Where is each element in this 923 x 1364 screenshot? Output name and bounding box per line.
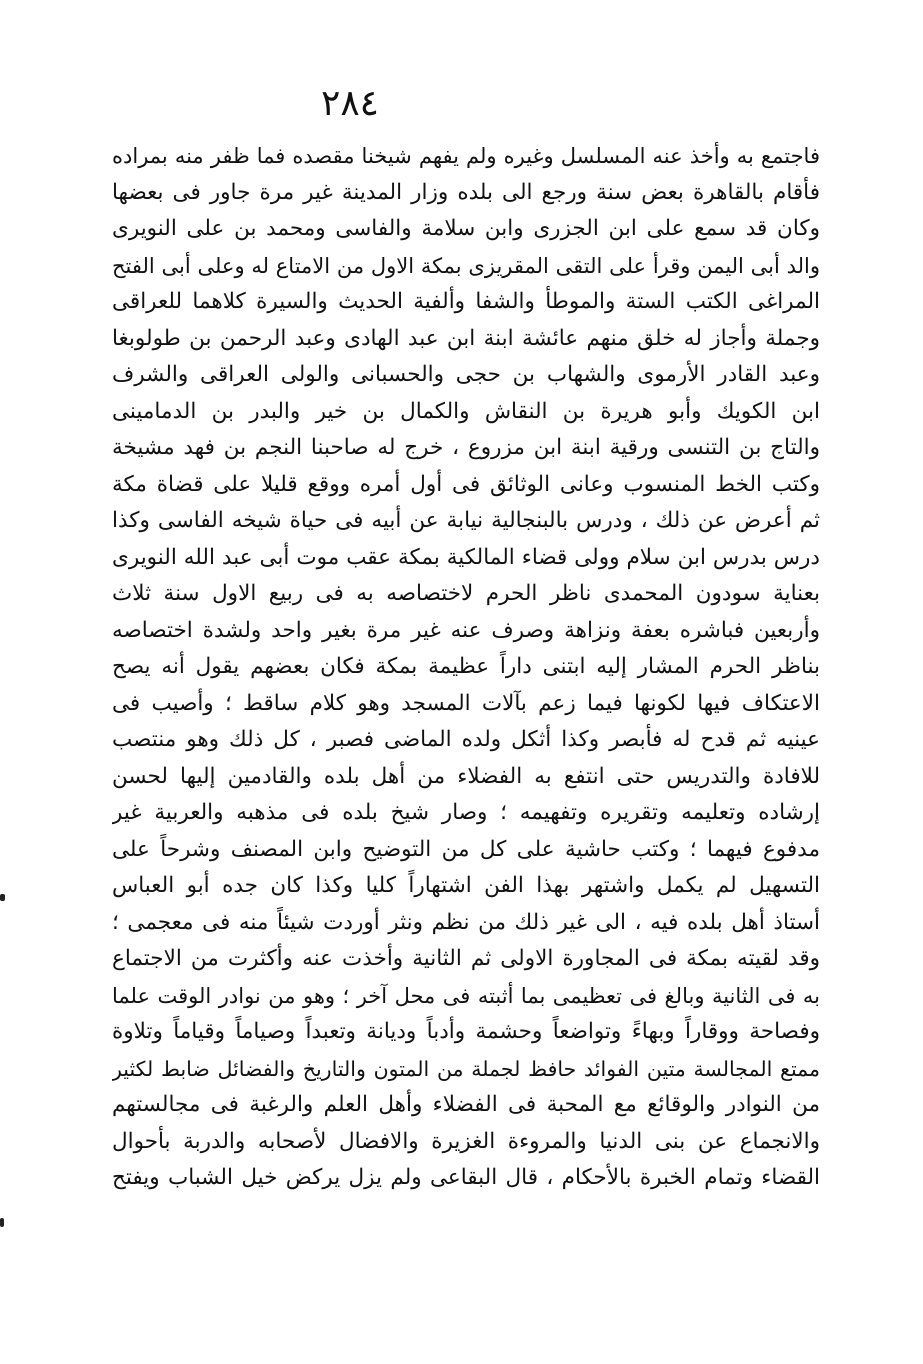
text-line: وقد لقيته بمكة فى المجاورة الاولى ثم الثانية وأخذت عنه وأكثرت من الاجتماع [112,946,820,971]
text-line: به فى الثانية وبالغ فى تعظيمى بما أثبته فى محل آخر ؛ وهو من نوادر الوقت علما [112,983,820,1008]
text-line: ابن الكويك وأبو هريرة بن النقاش والكمال بن خير والبدر بن الدمامينى [112,398,820,424]
text-line: مدفوع فيهما ؛ وكتب حاشية على كل من التوضيح وابن المصنف وشرحاً على [112,836,820,862]
text-line: إرشاده وتعليمه وتقريره وتفهيمه ؛ وصار شيخ بلده فى مذهبه والعربية غير [112,800,820,825]
text-line: وكتب الخط المنسوب وعانى الوثائق فى أول أمره ووقع قليلا على قضاة مكة [112,471,820,497]
text-line: للافادة والتدريس حتى انتفع به الفضلاء من أهل بلده والقادمين إليها لحسن [112,763,820,789]
text-line: القضاء وتمام الخبرة بالأحكام ، قال البقاعى ولم يزل يركض خيل الشباب ويفتح [112,1165,820,1190]
text-line: والانجماع عن بنى الدنيا والمروءة الغزيرة والافضال لأصحابه والدربة بأحوال [112,1128,820,1154]
text-line: بناظر الحرم المشار إليه ابتنى داراً عظيمة بمكة فكان بعضهم يقول أنه يصح [112,654,820,679]
text-line: الاعتكاف فيها لكونها فيما زعم بآلات المسجد وهو كلام ساقط ؛ وأصيب فى [112,690,820,716]
text-line: وعبد القادر الأرموى والشهاب بن حجى والحسبانى والولى العراقى والشرف [112,362,820,387]
text-line: المراغى الكتب الستة والموطأ والشفا وألفية الحديث والسيرة كلاهما للعراقى [112,289,820,314]
text-line: وفصاحة ووقاراً وبهاءً وتواضعاً وحشمة وأدباً وديانة وتعبداً وصياماً وقياماً وتلاوة [112,1019,820,1044]
text-line: أستاذ أهل بلده فيه ، الى غير ذلك من نظم ونثر أوردت شيئاً منه فى معجمى ؛ [112,909,820,935]
text-line: من النوادر والوقائع مع المحبة فى الفضلاء وأهل العلم والرغبة فى مجالستهم [112,1092,820,1117]
text-line: فاجتمع به وأخذ عنه المسلسل وغيره ولم يفهم شيخنا مقصده فما ظفر منه بمراده [112,144,820,168]
text-line: بعناية سودون المحمدى ناظر الحرم لاختصاصه به فى ربيع الاول سنة ثلاث [112,581,820,606]
body-text [112,138,820,1197]
text-line: فأقام بالقاهرة بعض سنة ورجع الى بلده وزار المدينة غير مرة جاور فى بعضها [112,179,820,205]
page-number: ٢٨٤ [320,83,379,124]
text-line: والتاج بن التنسى ورقية ابنة ابن مزروع ، خرج له صاحبنا النجم بن فهد مشيخة [112,435,820,460]
text-line: درس بدرس ابن سلام وولى قضاء المالكية بمكة عقب موت أبى عبد الله النويرى [112,544,820,570]
text-line: عينيه ثم قدح له فأبصر وكذا أثكل ولده الماضى فصبر ، كل ذلك وهو منتصب [112,727,820,752]
text-line: ممتع المجالسة متين الفوائد حافظ لجملة من المتون والتاريخ والفضائل ضابط لكثير [112,1056,820,1081]
text-line: والد أبى اليمن وقرأ على التقى المقريزى بمكة الاول من الامتاع له وعلى أبى الفتح [112,253,820,278]
text-line: ثم أعرض عن ذلك ، ودرس بالبنجالية نيابة عن أبيه فى حياة شيخه الفاسى وكذا [112,508,820,533]
text-line: وأربعين فباشره بعفة ونزاهة وصرف عنه غير مرة بغير واحد ولشدة اختصاصه [112,617,820,643]
text-line: وجملة وأجاز له خلق منهم عائشة ابنة ابن عبد الهادى وعبد الرحمن بن طولوبغا [112,325,820,351]
text-line: وكان قد سمع على ابن الجزرى وابن سلامة والفاسى ومحمد بن على النويرى [112,216,820,241]
margin-mark [0,1218,4,1227]
margin-mark [0,894,5,901]
text-line: التسهيل لم يكمل واشتهر بهذا الفن اشتهاراً كليا وكذا كان جده أبو العباس [112,873,820,898]
